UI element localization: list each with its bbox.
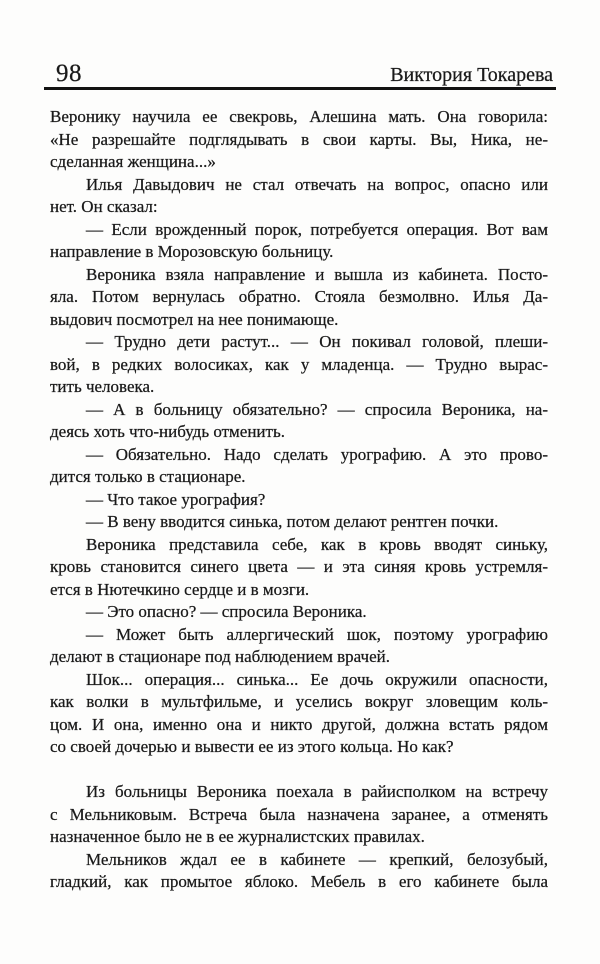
text-line: направление в Морозовскую больницу. [50, 242, 334, 261]
paragraph [50, 781, 548, 849]
text-line: — Что такое урография? [86, 489, 266, 509]
text-line: сделанная женщина...» [50, 152, 216, 171]
text-line: яла. Потом вернулась обратно. Стояла безмолвно. Илья Да- [50, 287, 548, 306]
text-line: — Если врожденный порок, потребуется операция. Вот вам [86, 219, 548, 239]
text-line: гладкий, как промытое яблоко. Мебель в его кабинете была [50, 872, 548, 891]
text-line: «Не разрешайте подглядывать в свои карты. Вы, Ника, не- [50, 129, 548, 149]
text-line: — Это опасно? — спросила Вероника. [86, 602, 367, 621]
text-line: нет. Он сказал: [50, 197, 158, 216]
text-line: — Трудно дети растут... — Он покивал головой, плеши- [86, 332, 548, 351]
text-line: назначенное было не в ее журналистских правилах. [50, 827, 425, 846]
running-head-author: Виктория Токарева [390, 64, 553, 86]
paragraph [50, 331, 548, 399]
text-line: Вероника представила себе, как в кровь вводят синьку, [86, 534, 548, 554]
paragraph [50, 601, 548, 624]
text-line: цом. И она, именно она и никто другой, должна встать рядом [50, 714, 548, 734]
text-line: с Мельниковым. Встреча была назначена заранее, а отменять [50, 804, 548, 824]
text-line: выдович посмотрел на нее понимающе. [50, 309, 339, 329]
paragraph [50, 106, 548, 174]
text-line: — Может быть аллергический шок, поэтому урографию [86, 624, 548, 644]
text-line: делают в стационаре под наблюдением врачей. [50, 647, 390, 666]
text-line: деясь хоть что-нибудь отменить. [50, 422, 285, 441]
text-line: кровь становится синего цвета — и эта синяя кровь устремля- [50, 557, 548, 576]
paragraph [50, 624, 548, 669]
paragraph [50, 174, 548, 219]
text-line: со своей дочерью и вывести ее из этого кольца. Но как? [50, 737, 454, 756]
text-line: Шок... операция... синька... Ее дочь окружили опасности, [86, 669, 548, 689]
page-number: 98 [56, 60, 82, 87]
paragraph [50, 534, 548, 602]
page-body [50, 106, 548, 894]
header-rule [44, 87, 556, 90]
paragraph [50, 219, 548, 264]
text-line: Мельников ждал ее в кабинете — крепкий, белозубый, [86, 849, 548, 869]
text-line: Веронику научила ее свекровь, Алешина мать. Она говорила: [50, 107, 548, 126]
text-line: — В вену вводится синька, потом делают рентген почки. [86, 512, 499, 531]
paragraph [50, 264, 548, 332]
paragraph [50, 849, 548, 894]
text-line: ется в Нютечкино сердце и в мозги. [50, 579, 310, 599]
text-line: Вероника взяла направление и вышла из кабинета. Посто- [86, 264, 548, 284]
text-line: Илья Давыдович не стал отвечать на вопрос, опасно или [86, 174, 548, 194]
text-line: тить человека. [50, 377, 155, 396]
paragraph [50, 511, 548, 534]
paragraph [50, 444, 548, 489]
text-line: — А в больницу обязательно? — спросила Вероника, на- [86, 399, 548, 419]
text-line: как волки в мультфильме, и уселись вокруг зловещим коль- [50, 692, 548, 711]
text-line: дится только в стационаре. [50, 467, 246, 486]
text-line: — Обязательно. Надо сделать урографию. А это прово- [86, 444, 548, 464]
text-line: вой, в редких волосиках, как у младенца. — Трудно вырас- [50, 354, 548, 374]
text-line: Из больницы Вероника поехала в райисполком на встречу [86, 782, 548, 801]
paragraph [50, 489, 548, 512]
paragraph [50, 399, 548, 444]
paragraph [50, 669, 548, 759]
page-header [56, 61, 553, 86]
